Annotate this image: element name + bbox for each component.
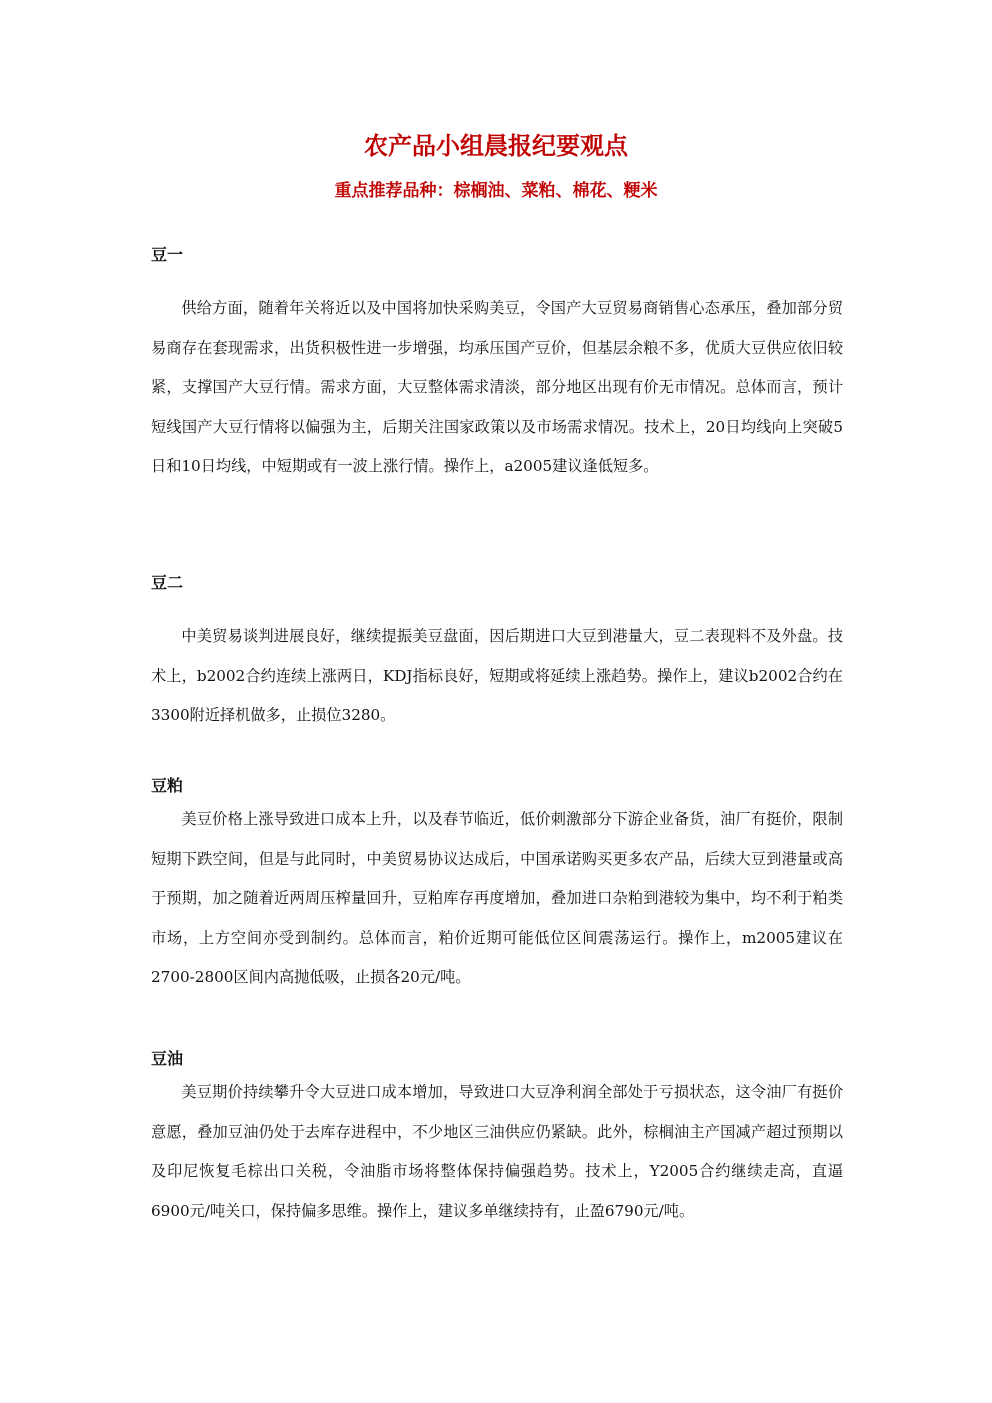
section-dou-po [151, 773, 843, 998]
section-dou-yi [151, 242, 843, 487]
section-body: 美豆期价持续攀升令大豆进口成本增加，导致进口大豆净利润全部处于亏损状态，这令油厂有挺价意愿，叠加豆油仍处于去库存进程中，不少地区三油供应仍紧缺。此外，棕榈油主产国减产超过预期以及印尼恢复毛棕出口关税，令油脂市场将整体保持偏强趋势。技术上，Y2005合约继续走高，直逼6900元/吨关口，保持偏多思维。操作上，建议多单继续持有，止盈6790元/吨。 [151, 1083, 843, 1220]
section-body: 中美贸易谈判进展良好，继续提振美豆盘面，因后期进口大豆到港量大，豆二表现料不及外盘。技术上，b2002合约连续上涨两日，KDJ指标良好，短期或将延续上涨趋势。操作上，建议b2002合约在3300附近择机做多，止损位3280。 [151, 627, 843, 724]
page-title: 农产品小组晨报纪要观点 [364, 132, 628, 160]
section-body: 美豆价格上涨导致进口成本上升，以及春节临近，低价刺激部分下游企业备货，油厂有挺价，限制短期下跌空间，但是与此同时，中美贸易协议达成后，中国承诺购买更多农产品，后续大豆到港量或高于预期，加之随着近两周压榨量回升，豆粕库存再度增加，叠加进口杂粕到港较为集中，均不利于粕类市场，上方空间亦受到制约。总体而言，粕价近期可能低位区间震荡运行。操作上，m2005建议在2700-2800区间内高抛低吸，止损各20元/吨。 [151, 810, 843, 986]
section-heading: 豆二 [151, 573, 184, 592]
section-dou-er [151, 570, 843, 736]
section-body: 供给方面，随着年关将近以及中国将加快采购美豆，令国产大豆贸易商销售心态承压，叠加部分贸易商存在套现需求，出货积极性进一步增强，均承压国产豆价，但基层余粮不多，优质大豆供应依旧较紧，支撑国产大豆行情。需求方面，大豆整体需求清淡，部分地区出现有价无市情况。总体而言，预计短线国产大豆行情将以偏强为主，后期关注国家政策以及市场需求情况。技术上，20日均线向上突破5日和10日均线，中短期或有一波上涨行情。操作上，a2005建议逢低短多。 [151, 299, 843, 475]
section-heading: 豆粕 [151, 776, 184, 795]
section-heading: 豆油 [151, 1049, 184, 1068]
section-dou-you [151, 1046, 843, 1231]
section-heading: 豆一 [151, 245, 184, 264]
page-subtitle: 重点推荐品种：棕榈油、菜粕、棉花、粳米 [334, 181, 658, 201]
